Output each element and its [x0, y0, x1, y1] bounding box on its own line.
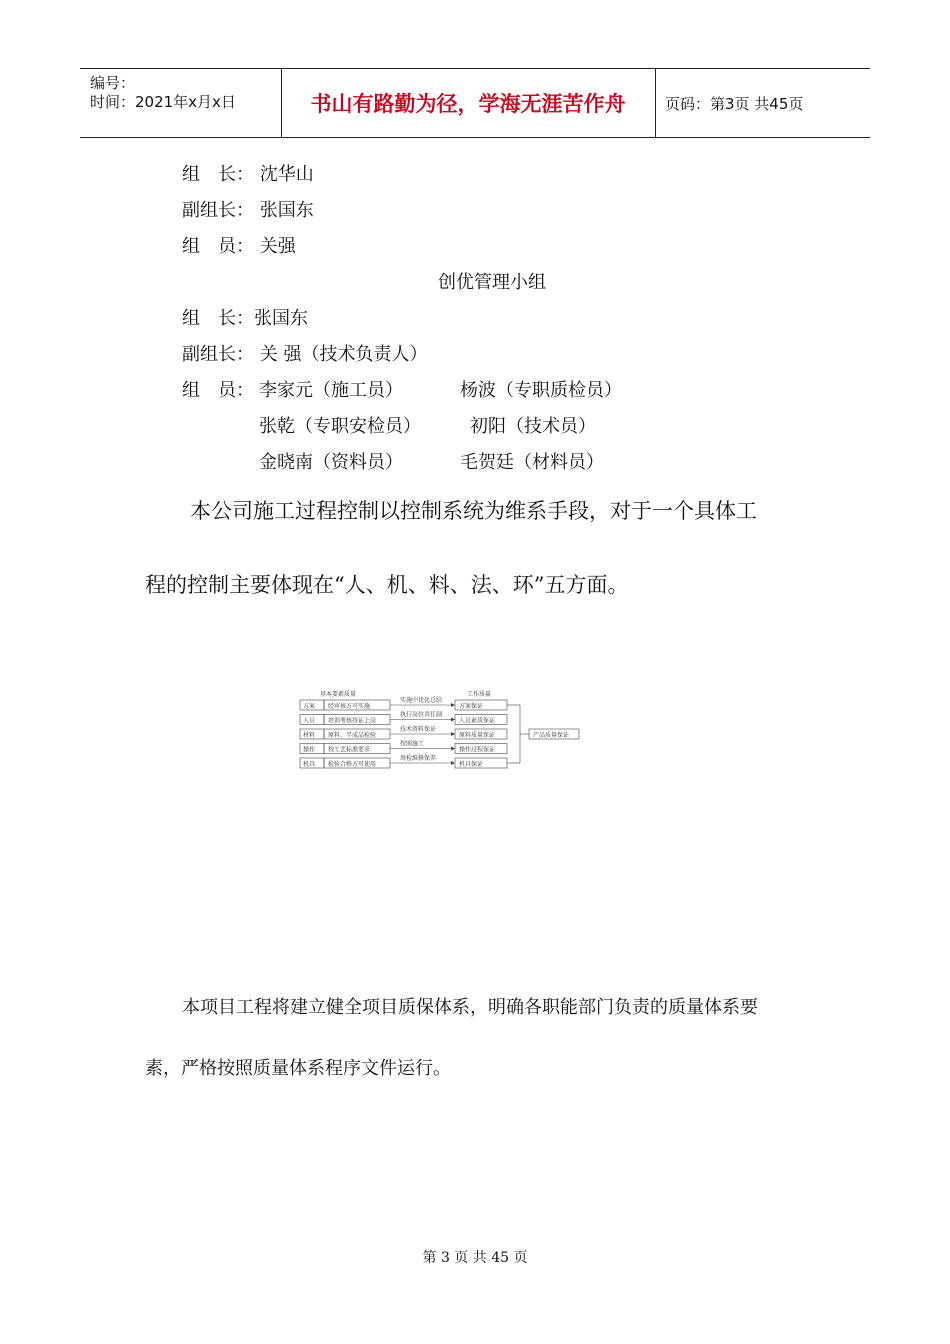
middle-label: 周检维修保养 — [400, 755, 437, 762]
header-motto: 书山有路勤为径，学海无涯苦作舟 — [281, 69, 656, 137]
group2-member: 毛贺廷（材料员） — [460, 452, 604, 473]
factor-label: 人员 — [303, 717, 316, 725]
group2-member: 张乾（专职安检员） — [259, 416, 421, 437]
middle-label: 执行岗位责任制 — [400, 711, 443, 719]
quality-label: 人员素质保证 — [459, 717, 496, 725]
group1-deputy: 副组长： 张国东 — [182, 200, 314, 221]
group1-leader: 组 长： 沈华山 — [182, 164, 314, 185]
middle-label: 实施中优化总结 — [400, 697, 443, 704]
para2-line1: 本项目工程将建立健全项目质保体系，明确各职能部门负责的质量体系要 — [182, 997, 758, 1018]
header-meta-cell — [80, 69, 282, 137]
requirement-label: 培训考核持证上岗 — [328, 717, 377, 725]
group2-member: 杨波（专职质检员） — [460, 380, 622, 401]
quality-label: 操作过程保证 — [459, 746, 496, 754]
quality-label: 原料质量保证 — [459, 732, 496, 739]
para1-line2: 程的控制主要体现在“人、机、料、法、环”五方面。 — [145, 573, 629, 597]
diagram-left-header: 基本要素质量 — [320, 691, 357, 698]
diagram-row — [300, 754, 507, 768]
quality-flow-diagram — [295, 688, 585, 772]
arrow-head — [451, 732, 455, 736]
requirement-label: 检验合格方可使用 — [328, 761, 377, 768]
arrow-head — [451, 718, 455, 722]
factor-label: 材料 — [303, 732, 316, 739]
arrow-head — [451, 761, 455, 765]
arrow-head — [451, 703, 455, 707]
page-footer: 第 3 页 共 45 页 — [422, 1250, 528, 1266]
page-header — [80, 68, 870, 138]
para1-line1: 本公司施工过程控制以控制系统为维系手段，对于一个具体工 — [190, 499, 757, 523]
group2-member: 金晓南（资料员） — [259, 452, 403, 473]
quality-label: 机具保证 — [459, 761, 484, 768]
diagram-right-header: 工作质量 — [467, 691, 492, 698]
para2-line2: 素，严格按照质量体系程序文件运行。 — [145, 1058, 451, 1079]
time-label: 时间：2021年x月x日 — [90, 93, 236, 111]
middle-label: 按图施工 — [400, 740, 425, 748]
diagram-row — [300, 711, 507, 725]
factor-label: 操作 — [303, 746, 316, 754]
diagram-row — [300, 725, 507, 739]
group2-leader: 组 长：张国东 — [182, 308, 308, 329]
diagram-bracket — [507, 705, 529, 763]
requirement-label: 经审核方可实施 — [328, 703, 371, 710]
group2-deputy: 副组长： 关 强（技术负责人） — [182, 344, 428, 365]
arrow-head — [451, 747, 455, 751]
group2-member: 初阳（技术员） — [470, 416, 596, 437]
requirement-label: 按工艺标准要求 — [328, 746, 371, 754]
diagram-row — [300, 696, 507, 710]
diagram-row — [300, 740, 507, 754]
header-page-info: 页码：第3页 共45页 — [665, 94, 804, 113]
middle-label: 技术资料保证 — [400, 726, 437, 733]
requirement-label: 原料、半成品检验 — [328, 732, 377, 739]
number-label: 编号： — [90, 74, 136, 92]
group2-member: 李家元（施工员） — [259, 380, 403, 401]
quality-label: 方案保证 — [459, 703, 484, 710]
factor-label: 方案 — [303, 703, 316, 710]
group2-members-label: 组 员： — [182, 380, 254, 401]
group2-title: 创优管理小组 — [438, 272, 546, 293]
factor-label: 机具 — [303, 761, 316, 768]
group1-member: 组 员： 关强 — [182, 236, 296, 257]
diagram-result: 产品质量保证 — [533, 732, 570, 739]
